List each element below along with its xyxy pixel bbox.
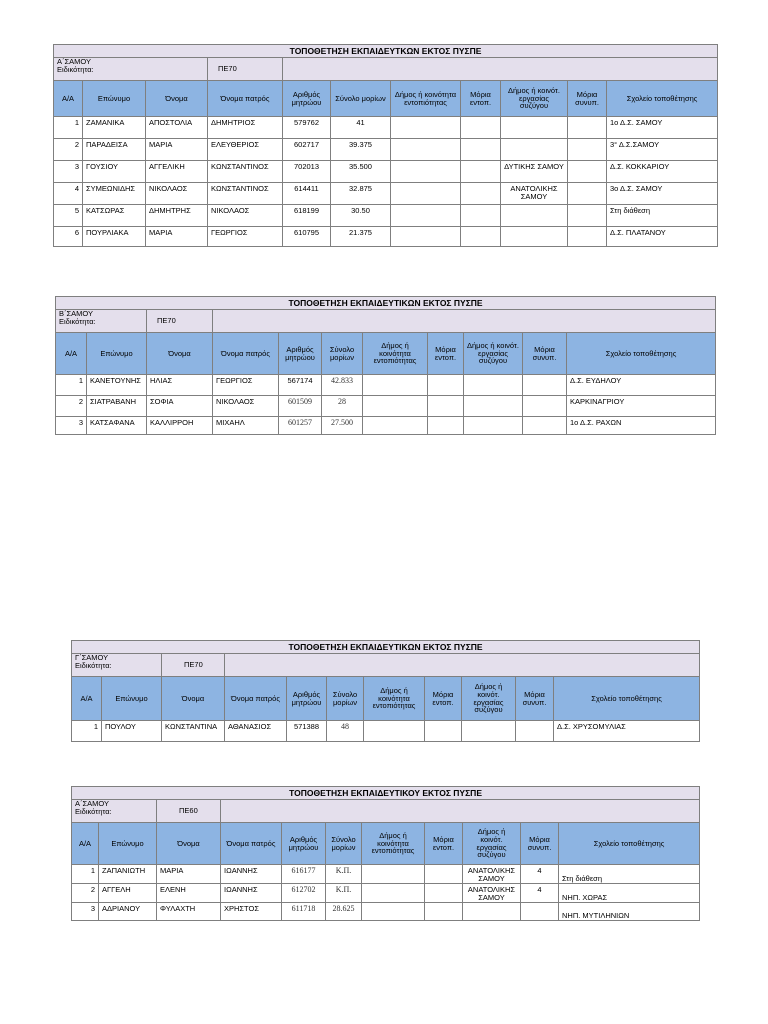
region-cell bbox=[54, 58, 208, 81]
municipality-cell bbox=[363, 375, 428, 396]
specialty-label: Ειδικότητα: bbox=[75, 806, 112, 816]
spouse-municipality-cell: ΑΝΑΤΟΛΙΚΗΣ ΣΑΜΟΥ bbox=[463, 883, 521, 902]
header-placement-school: Σχολείο τοποθέτησης bbox=[559, 823, 700, 865]
spouse-municipality-cell: ΑΝΑΤΟΛΙΚΗΣ ΣΑΜΟΥ bbox=[501, 183, 568, 205]
row-number: 2 bbox=[56, 396, 87, 417]
spouse-points-cell bbox=[568, 117, 607, 139]
header-municipality: Δήμος ή κοινότητα εντοπιότητας bbox=[391, 81, 461, 117]
spouse-municipality-cell: ΑΝΑΤΟΛΙΚΗΣ ΣΑΜΟΥ bbox=[463, 865, 521, 884]
registry-number-cell: 612702 bbox=[282, 883, 326, 902]
header-name: Όνομα bbox=[146, 81, 208, 117]
registry-number-cell: 567174 bbox=[279, 375, 322, 396]
father-name-cell: ΧΡΗΣΤΟΣ bbox=[221, 902, 282, 920]
spouse-municipality-cell bbox=[464, 396, 523, 417]
total-points-cell: Κ.Π. bbox=[326, 865, 362, 884]
meta-blank bbox=[213, 310, 716, 333]
local-points-cell bbox=[461, 117, 501, 139]
local-points-cell bbox=[461, 139, 501, 161]
municipality-cell bbox=[362, 902, 425, 920]
local-points-cell bbox=[461, 183, 501, 205]
local-points-cell bbox=[461, 161, 501, 183]
row-number: 4 bbox=[54, 183, 83, 205]
header-total-points: Σύνολο μορίων bbox=[326, 823, 362, 865]
placement-school-cell: Δ.Σ. ΕΥΔΗΛΟΥ bbox=[567, 375, 716, 396]
table-row bbox=[54, 183, 718, 205]
table-title: ΤΟΠΟΘΕΤΗΣΗ ΕΚΠΑΙΔΕΥΤΚΩΝ ΕΚΤΟΣ ΠΥΣΠΕ bbox=[54, 45, 718, 58]
surname-cell: ΣΙΑΤΡΑΒΑΝΗ bbox=[87, 396, 147, 417]
name-cell: ΣΟΦΙΑ bbox=[147, 396, 213, 417]
row-number: 3 bbox=[72, 902, 99, 920]
total-points-cell: 39.375 bbox=[331, 139, 391, 161]
header-local-points: Μόρια εντοπ. bbox=[428, 333, 464, 375]
table-row bbox=[56, 396, 716, 417]
placement-school-cell: 3° Δ.Σ.ΣΑΜΟΥ bbox=[607, 139, 718, 161]
header-placement-school: Σχολείο τοποθέτησης bbox=[554, 677, 700, 721]
specialty-code: ΠΕ70 bbox=[147, 310, 213, 333]
spouse-points-cell bbox=[523, 417, 567, 435]
placement-school-cell: 3ο Δ.Σ. ΣΑΜΟΥ bbox=[607, 183, 718, 205]
municipality-cell bbox=[391, 161, 461, 183]
placement-table-a-samos-pe70 bbox=[53, 44, 718, 247]
placement-school-cell: Δ.Σ. ΠΛΑΤΑΝΟΥ bbox=[607, 227, 718, 247]
registry-number-cell: 601509 bbox=[279, 396, 322, 417]
local-points-cell bbox=[428, 375, 464, 396]
surname-cell: ΚΑΤΣΩΡΑΣ bbox=[83, 205, 146, 227]
header-local-points: Μόρια εντοπ. bbox=[425, 823, 463, 865]
local-points-cell bbox=[425, 865, 463, 884]
surname-cell: ΖΑΜΑΝΙΚΑ bbox=[83, 117, 146, 139]
father-name-cell: ΓΕΩΡΓΙΟΣ bbox=[208, 227, 283, 247]
table-title: ΤΟΠΟΘΕΤΗΣΗ ΕΚΠΑΙΔΕΥΤΙΚΩΝ ΕΚΤΟΣ ΠΥΣΠΕ bbox=[56, 297, 716, 310]
meta-blank bbox=[225, 654, 700, 677]
region-cell bbox=[56, 310, 147, 333]
surname-cell: ΚΑΤΣΑΦΑΝΑ bbox=[87, 417, 147, 435]
total-points-cell: Κ.Π. bbox=[326, 883, 362, 902]
registry-number-cell: 601257 bbox=[279, 417, 322, 435]
name-cell: ΦΥΛΑΧΤΗ bbox=[157, 902, 221, 920]
specialty-label: Ειδικότητα: bbox=[75, 660, 112, 670]
row-number: 1 bbox=[56, 375, 87, 396]
placement-table-a-samos-pe60 bbox=[71, 786, 700, 921]
header-aa: Α/Α bbox=[72, 677, 102, 721]
registry-number-cell: 579762 bbox=[283, 117, 331, 139]
father-name-cell: ΑΘΑΝΑΣΙΟΣ bbox=[225, 721, 287, 742]
region-cell bbox=[72, 654, 162, 677]
header-spouse-points: Μόρια συνυπ. bbox=[521, 823, 559, 865]
header-father-name: Όνομα πατρός bbox=[208, 81, 283, 117]
spouse-municipality-cell bbox=[501, 139, 568, 161]
spouse-municipality-cell bbox=[464, 417, 523, 435]
spouse-points-cell bbox=[523, 375, 567, 396]
placement-school-cell: ΝΗΠ. ΧΩΡΑΣ bbox=[559, 883, 700, 902]
registry-number-cell: 611718 bbox=[282, 902, 326, 920]
total-points-cell: 42.833 bbox=[322, 375, 363, 396]
table-row bbox=[72, 865, 700, 884]
registry-number-cell: 616177 bbox=[282, 865, 326, 884]
specialty-label: Ειδικότητα: bbox=[59, 316, 96, 326]
total-points-cell: 32.875 bbox=[331, 183, 391, 205]
table-row bbox=[72, 883, 700, 902]
spouse-points-cell bbox=[521, 902, 559, 920]
father-name-cell: ΕΛΕΥΘΕΡΙΟΣ bbox=[208, 139, 283, 161]
spouse-points-cell bbox=[568, 183, 607, 205]
region-name: Β΄ΣΑΜΟΥ bbox=[59, 309, 93, 318]
row-number: 3 bbox=[54, 161, 83, 183]
table-row bbox=[54, 117, 718, 139]
table-row bbox=[72, 902, 700, 920]
name-cell: ΚΩΝΣΤΑΝΤΙΝΑ bbox=[162, 721, 225, 742]
header-name: Όνομα bbox=[162, 677, 225, 721]
father-name-cell: ΓΕΩΡΓΙΟΣ bbox=[213, 375, 279, 396]
municipality-cell bbox=[362, 865, 425, 884]
table-row bbox=[54, 161, 718, 183]
header-aa: Α/Α bbox=[56, 333, 87, 375]
surname-cell: ΠΟΥΛΟΥ bbox=[102, 721, 162, 742]
placement-school-cell: ΝΗΠ. ΜΥΤΙΛΗΝΙΩΝ bbox=[559, 902, 700, 920]
header-father-name: Όνομα πατρός bbox=[213, 333, 279, 375]
header-registry-number: Αριθμός μητρώου bbox=[282, 823, 326, 865]
municipality-cell bbox=[364, 721, 425, 742]
header-row bbox=[72, 823, 700, 865]
total-points-cell: 30.50 bbox=[331, 205, 391, 227]
municipality-cell bbox=[391, 117, 461, 139]
father-name-cell: ΚΩΝΣΤΑΝΤΙΝΟΣ bbox=[208, 183, 283, 205]
spouse-points-cell bbox=[568, 205, 607, 227]
registry-number-cell: 602717 bbox=[283, 139, 331, 161]
row-number: 1 bbox=[72, 865, 99, 884]
spouse-municipality-cell bbox=[501, 117, 568, 139]
placement-school-cell: 1ο Δ.Σ. ΡΑΧΩΝ bbox=[567, 417, 716, 435]
placement-school-cell: Στη διάθεση bbox=[559, 865, 700, 884]
municipality-cell bbox=[391, 139, 461, 161]
header-name: Όνομα bbox=[157, 823, 221, 865]
spouse-points-cell bbox=[516, 721, 554, 742]
header-local-points: Μόρια εντοπ. bbox=[425, 677, 462, 721]
registry-number-cell: 618199 bbox=[283, 205, 331, 227]
header-row bbox=[72, 677, 700, 721]
name-cell: ΝΙΚΟΛΑΟΣ bbox=[146, 183, 208, 205]
spouse-municipality-cell bbox=[462, 721, 516, 742]
header-surname: Επώνυμο bbox=[99, 823, 157, 865]
header-aa: Α/Α bbox=[72, 823, 99, 865]
row-number: 6 bbox=[54, 227, 83, 247]
header-surname: Επώνυμο bbox=[83, 81, 146, 117]
municipality-cell bbox=[391, 227, 461, 247]
header-local-points: Μόρια εντοπ. bbox=[461, 81, 501, 117]
header-aa: Α/Α bbox=[54, 81, 83, 117]
header-row bbox=[54, 81, 718, 117]
header-municipality: Δήμος ή κοινότητα εντοπιότητας bbox=[364, 677, 425, 721]
table-row bbox=[72, 721, 700, 742]
spouse-municipality-cell bbox=[463, 902, 521, 920]
municipality-cell bbox=[391, 183, 461, 205]
header-spouse-points: Μόρια συνυπ. bbox=[516, 677, 554, 721]
municipality-cell bbox=[362, 883, 425, 902]
page-cut bbox=[50, 261, 722, 269]
local-points-cell bbox=[425, 902, 463, 920]
name-cell: ΑΓΓΕΛΙΚΗ bbox=[146, 161, 208, 183]
header-father-name: Όνομα πατρός bbox=[225, 677, 287, 721]
father-name-cell: ΚΩΝΣΤΑΝΤΙΝΟΣ bbox=[208, 161, 283, 183]
placement-school-cell: ΚΑΡΚΙΝΑΓΡΙΟΥ bbox=[567, 396, 716, 417]
total-points-cell: 27.500 bbox=[322, 417, 363, 435]
name-cell: ΔΗΜΗΤΡΗΣ bbox=[146, 205, 208, 227]
surname-cell: ΚΑΝΕΤΟΥΝΗΣ bbox=[87, 375, 147, 396]
region-name: Α΄ΣΑΜΟΥ bbox=[75, 799, 109, 808]
region-cell bbox=[72, 800, 157, 823]
local-points-cell bbox=[428, 396, 464, 417]
total-points-cell: 35.500 bbox=[331, 161, 391, 183]
header-surname: Επώνυμο bbox=[87, 333, 147, 375]
specialty-code: ΠΕ70 bbox=[162, 654, 225, 677]
local-points-cell bbox=[425, 883, 463, 902]
local-points-cell bbox=[461, 227, 501, 247]
table-row bbox=[56, 375, 716, 396]
father-name-cell: ΙΩΑΝΝΗΣ bbox=[221, 883, 282, 902]
header-placement-school: Σχολείο τοποθέτησης bbox=[567, 333, 716, 375]
spouse-points-cell bbox=[568, 161, 607, 183]
meta-blank bbox=[283, 58, 718, 81]
name-cell: ΑΠΟΣΤΟΛΙΑ bbox=[146, 117, 208, 139]
municipality-cell bbox=[363, 417, 428, 435]
specialty-label: Ειδικότητα: bbox=[57, 64, 94, 74]
table-row bbox=[54, 139, 718, 161]
spouse-municipality-cell bbox=[501, 205, 568, 227]
header-total-points: Σύνολο μορίων bbox=[327, 677, 364, 721]
spouse-points-cell: 4 bbox=[521, 883, 559, 902]
row-number: 5 bbox=[54, 205, 83, 227]
surname-cell: ΑΔΡΙΑΝΟΥ bbox=[99, 902, 157, 920]
header-spouse-points: Μόρια συνυπ. bbox=[568, 81, 607, 117]
row-number: 2 bbox=[72, 883, 99, 902]
header-registry-number: Αριθμός μητρώου bbox=[287, 677, 327, 721]
table-title: ΤΟΠΟΘΕΤΗΣΗ ΕΚΠΑΙΔΕΥΤΙΚΩΝ ΕΚΤΟΣ ΠΥΣΠΕ bbox=[72, 641, 700, 654]
placement-school-cell: Δ.Σ. ΧΡΥΣΟΜΥΛΙΑΣ bbox=[554, 721, 700, 742]
spouse-points-cell bbox=[568, 139, 607, 161]
registry-number-cell: 614411 bbox=[283, 183, 331, 205]
header-placement-school: Σχολείο τοποθέτησης bbox=[607, 81, 718, 117]
header-registry-number: Αριθμός μητρώου bbox=[283, 81, 331, 117]
father-name-cell: ΝΙΚΟΛΑΟΣ bbox=[213, 396, 279, 417]
father-name-cell: ΙΩΑΝΝΗΣ bbox=[221, 865, 282, 884]
local-points-cell bbox=[461, 205, 501, 227]
row-number: 2 bbox=[54, 139, 83, 161]
spouse-municipality-cell bbox=[501, 227, 568, 247]
placement-school-cell: Δ.Σ. ΚΟΚΚΑΡΙΟΥ bbox=[607, 161, 718, 183]
surname-cell: ΖΑΠΑΝΙΩΤΗ bbox=[99, 865, 157, 884]
name-cell: ΜΑΡΙΑ bbox=[157, 865, 221, 884]
registry-number-cell: 610795 bbox=[283, 227, 331, 247]
placement-school-cell: 1ο Δ.Σ. ΣΑΜΟΥ bbox=[607, 117, 718, 139]
spouse-points-cell bbox=[523, 396, 567, 417]
header-row bbox=[56, 333, 716, 375]
header-total-points: Σύνολο μορίων bbox=[322, 333, 363, 375]
name-cell: ΜΑΡΙΑ bbox=[146, 139, 208, 161]
registry-number-cell: 702013 bbox=[283, 161, 331, 183]
table-title: ΤΟΠΟΘΕΤΗΣΗ ΕΚΠΑΙΔΕΥΤΙΚΟΥ ΕΚΤΟΣ ΠΥΣΠΕ bbox=[72, 787, 700, 800]
region-name: Α΄ΣΑΜΟΥ bbox=[57, 57, 91, 66]
total-points-cell: 41 bbox=[331, 117, 391, 139]
municipality-cell bbox=[391, 205, 461, 227]
local-points-cell bbox=[428, 417, 464, 435]
header-municipality: Δήμος ή κοινότητα εντοπιότητας bbox=[362, 823, 425, 865]
father-name-cell: ΝΙΚΟΛΑΟΣ bbox=[208, 205, 283, 227]
total-points-cell: 48 bbox=[327, 721, 364, 742]
spouse-points-cell bbox=[568, 227, 607, 247]
header-surname: Επώνυμο bbox=[102, 677, 162, 721]
meta-blank bbox=[221, 800, 700, 823]
row-number: 3 bbox=[56, 417, 87, 435]
spouse-points-cell: 4 bbox=[521, 865, 559, 884]
placement-school-cell: Στη διάθεση bbox=[607, 205, 718, 227]
municipality-cell bbox=[363, 396, 428, 417]
name-cell: ΚΑΛΛΙΡΡΟΗ bbox=[147, 417, 213, 435]
specialty-code: ΠΕ70 bbox=[208, 58, 283, 81]
table-row bbox=[56, 417, 716, 435]
header-father-name: Όνομα πατρός bbox=[221, 823, 282, 865]
header-spouse-municipality: Δήμος ή κοινότ. εργασίας συζύγου bbox=[462, 677, 516, 721]
specialty-code: ΠΕ60 bbox=[157, 800, 221, 823]
total-points-cell: 28.625 bbox=[326, 902, 362, 920]
name-cell: ΕΛΕΝΗ bbox=[157, 883, 221, 902]
table-row bbox=[54, 205, 718, 227]
placement-table-b-samos-pe70 bbox=[55, 296, 716, 435]
header-spouse-municipality: Δήμος ή κοινότ. εργασίας συζύγου bbox=[463, 823, 521, 865]
father-name-cell: ΜΙΧΑΗΛ bbox=[213, 417, 279, 435]
spouse-municipality-cell bbox=[464, 375, 523, 396]
surname-cell: ΣΥΜΕΩΝΙΔΗΣ bbox=[83, 183, 146, 205]
header-registry-number: Αριθμός μητρώου bbox=[279, 333, 322, 375]
header-municipality: Δήμος ή κοινότητα εντοπιότητας bbox=[363, 333, 428, 375]
registry-number-cell: 571388 bbox=[287, 721, 327, 742]
name-cell: ΗΛΙΑΣ bbox=[147, 375, 213, 396]
surname-cell: ΓΟΥΣΙΟΥ bbox=[83, 161, 146, 183]
row-number: 1 bbox=[54, 117, 83, 139]
header-spouse-points: Μόρια συνυπ. bbox=[523, 333, 567, 375]
header-total-points: Σύνολο μορίων bbox=[331, 81, 391, 117]
father-name-cell: ΔΗΜΗΤΡΙΟΣ bbox=[208, 117, 283, 139]
header-name: Όνομα bbox=[147, 333, 213, 375]
spouse-municipality-cell: ΔΥΤΙΚΗΣ ΣΑΜΟΥ bbox=[501, 161, 568, 183]
total-points-cell: 21.375 bbox=[331, 227, 391, 247]
region-name: Γ΄ΣΑΜΟΥ bbox=[75, 653, 109, 662]
header-spouse-municipality: Δήμος ή κοινότ. εργασίας συζύγου bbox=[501, 81, 568, 117]
placement-table-c-samos-pe70 bbox=[71, 640, 700, 742]
header-spouse-municipality: Δήμος ή κοινότ. εργασίας συζύγου bbox=[464, 333, 523, 375]
surname-cell: ΠΟΥΡΛΙΑΚΑ bbox=[83, 227, 146, 247]
row-number: 1 bbox=[72, 721, 102, 742]
surname-cell: ΠΑΡΑΔΕΙΣΑ bbox=[83, 139, 146, 161]
surname-cell: ΑΓΓΕΛΗ bbox=[99, 883, 157, 902]
total-points-cell: 28 bbox=[322, 396, 363, 417]
table-row bbox=[54, 227, 718, 247]
local-points-cell bbox=[425, 721, 462, 742]
name-cell: ΜΑΡΙΑ bbox=[146, 227, 208, 247]
